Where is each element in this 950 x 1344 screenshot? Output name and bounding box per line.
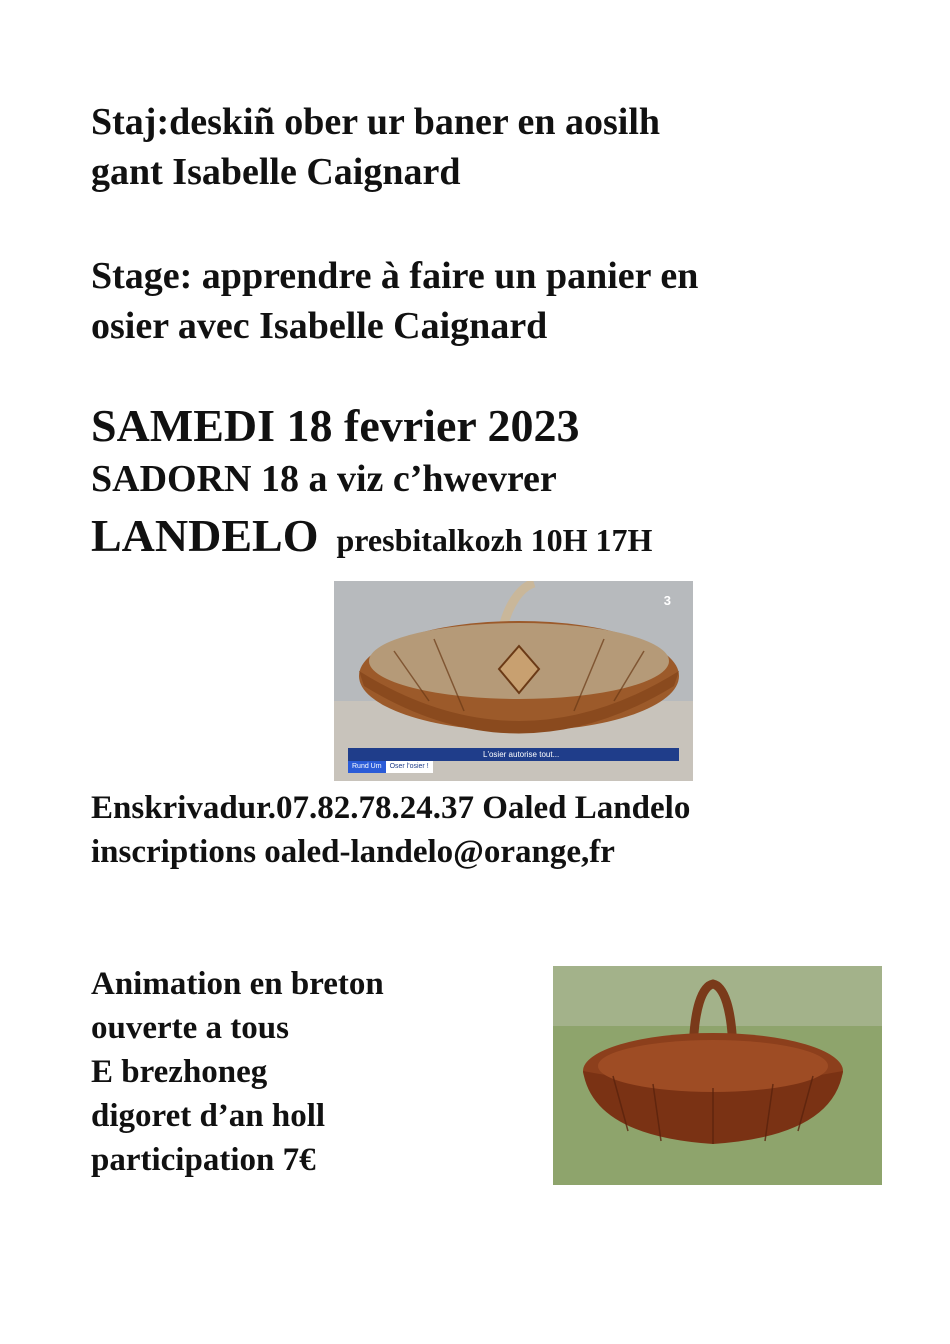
title-french bbox=[91, 251, 698, 351]
tv-tag-left: Rund Um bbox=[348, 761, 386, 773]
title-french-line2: osier avec Isabelle Caignard bbox=[91, 305, 548, 347]
title-breton-line2: gant Isabelle Caignard bbox=[91, 151, 461, 193]
contact-line1: Enskrivadur.07.82.78.24.37 Oaled Landelo bbox=[91, 790, 691, 826]
tv-subtitle-tags bbox=[348, 761, 433, 773]
animation-info bbox=[91, 962, 384, 1182]
basket-grass-illustration bbox=[553, 966, 882, 1185]
animation-line2: ouverte a tous bbox=[91, 1010, 289, 1046]
animation-line3: E brezhoneg bbox=[91, 1054, 268, 1090]
place-name: LANDELO bbox=[91, 510, 319, 561]
date-breton: SADORN 18 a viz c’hwevrer bbox=[91, 458, 557, 500]
contact-line2: inscriptions oaled-landelo@orange,fr bbox=[91, 834, 615, 870]
title-breton bbox=[91, 97, 660, 197]
tv-channel-logo: 3 bbox=[663, 593, 671, 608]
place-line bbox=[91, 508, 652, 575]
title-breton-line1: Staj:deskiñ ober ur baner en aosilh bbox=[91, 101, 661, 143]
animation-line5: participation 7€ bbox=[91, 1142, 316, 1178]
date-french: SAMEDI 18 fevrier 2023 bbox=[91, 400, 580, 451]
animation-line1: Animation en breton bbox=[91, 966, 384, 1002]
tv-tag-right: Oser l'osier ! bbox=[386, 761, 433, 773]
tv-banner-text: L'osier autorise tout... bbox=[483, 750, 560, 759]
basket-grass-photo bbox=[553, 966, 882, 1185]
contact-info bbox=[91, 786, 690, 874]
animation-line4: digoret d’an holl bbox=[91, 1098, 326, 1134]
title-french-line1: Stage: apprendre à faire un panier en bbox=[91, 255, 699, 297]
tv-banner bbox=[348, 748, 679, 761]
place-detail: presbitalkozh 10H 17H bbox=[336, 522, 653, 558]
basket-tv-photo bbox=[334, 581, 693, 781]
